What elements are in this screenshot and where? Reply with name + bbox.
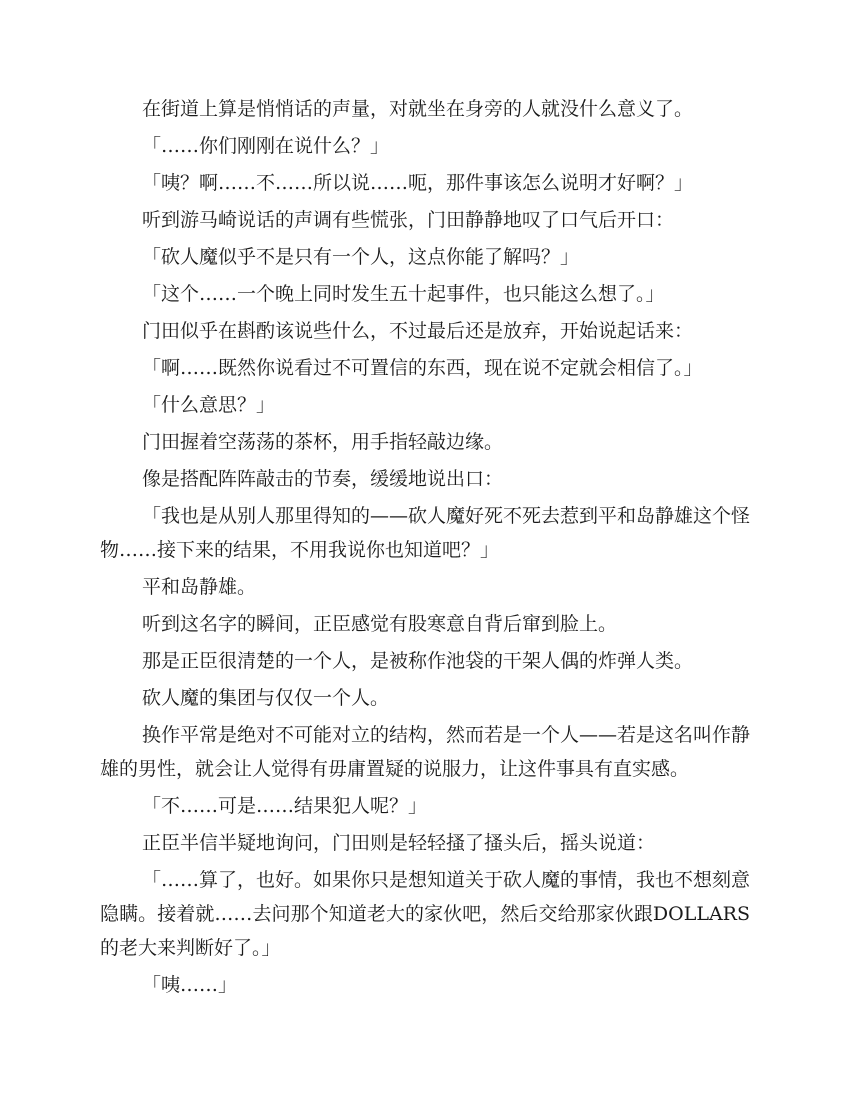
paragraph: 「咦？啊……不……所以说……呃，那件事该怎么说明才好啊？」 (142, 172, 694, 194)
paragraph: 「……你们刚刚在说什么？」 (142, 135, 390, 157)
paragraph: 「咦……」 (142, 974, 238, 996)
paragraph: 正臣半信半疑地询问，门田则是轻轻搔了搔头后，摇头说道： (142, 832, 656, 854)
paragraph: 在街道上算是悄悄话的声量，对就坐在身旁的人就没什么意义了。 (142, 98, 694, 120)
paragraph: 换作平常是绝对不可能对立的结构，然而若是一个人——若是这名叫作静雄的男性，就会让人觉得有毋庸置疑的说服力，让这件事具有直实感。 (100, 724, 751, 780)
paragraph: 那是正臣很清楚的一个人，是被称作池袋的干架人偶的炸弹人类。 (142, 650, 694, 672)
paragraph: 砍人魔的集团与仅仅一个人。 (142, 687, 390, 709)
paragraph: 「不……可是……结果犯人呢？」 (142, 795, 428, 817)
paragraph: 像是搭配阵阵敲击的节奏，缓缓地说出口： (142, 468, 504, 490)
paragraph: 听到游马崎说话的声调有些慌张，门田静静地叹了口气后开口： (142, 209, 675, 231)
paragraph: 「砍人魔似乎不是只有一个人，这点你能了解吗？」 (142, 246, 580, 268)
paragraph: 门田握着空荡荡的茶杯，用手指轻敲边缘。 (142, 431, 504, 453)
paragraph: 门田似乎在斟酌该说些什么，不过最后还是放弃，开始说起话来： (142, 320, 694, 342)
paragraph: 「啊……既然你说看过不可置信的东西，现在说不定就会相信了。」 (142, 357, 703, 379)
paragraph: 「什么意思？」 (142, 394, 276, 416)
paragraph: 听到这名字的瞬间，正臣感觉有股寒意自背后窜到脸上。 (142, 613, 618, 635)
paragraph: 「这个……一个晚上同时发生五十起事件，也只能这么想了。」 (142, 283, 665, 305)
document-page (100, 92, 750, 1005)
paragraph: 「我也是从别人那里得知的——砍人魔好死不死去惹到平和岛静雄这个怪物……接下来的结果，不用我说你也知道吧？」 (100, 505, 751, 561)
paragraph: 平和岛静雄。 (142, 576, 257, 598)
paragraph: 「……算了，也好。如果你只是想知道关于砍人魔的事情，我也不想刻意隐瞒。接着就……去问那个知道老大的家伙吧，然后交给那家伙跟DOLLARS的老大来判断好了。」 (100, 869, 751, 959)
